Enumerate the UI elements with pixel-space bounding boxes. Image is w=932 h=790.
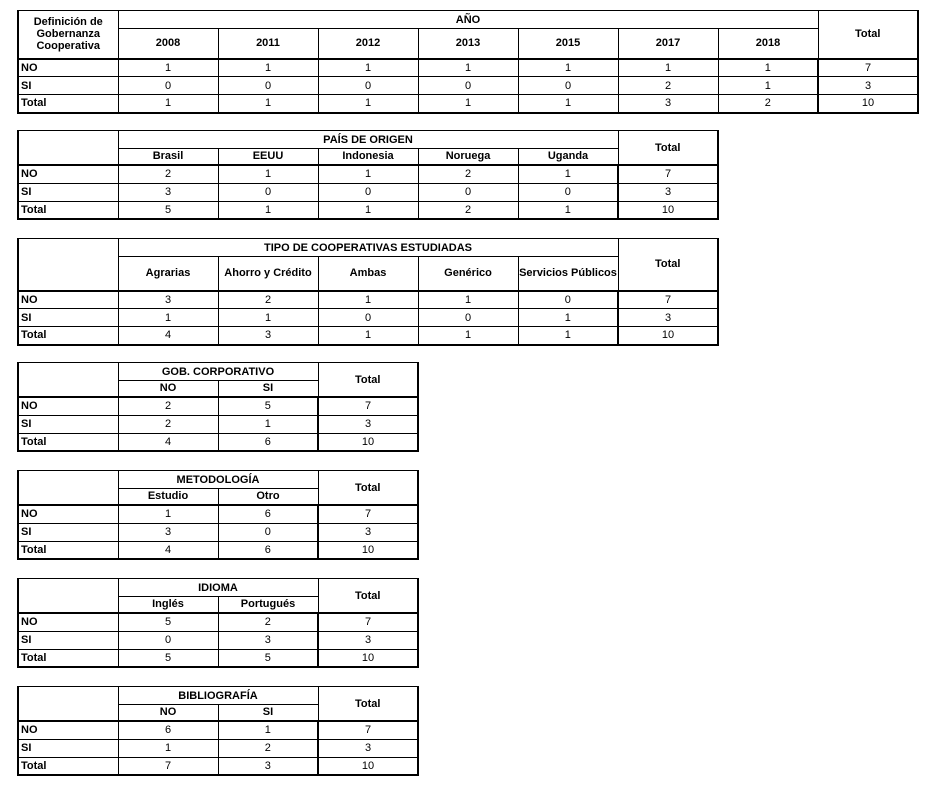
total-header: Total [318,471,418,506]
row-label: Total [18,327,118,345]
header-row-columns [18,257,718,291]
corner-cell [18,471,118,506]
total-header: Total [318,687,418,722]
table-bibliografia [17,686,419,776]
value-cell: 1 [118,309,218,327]
value-cell: 1 [318,327,418,345]
group-header: AÑO [118,11,818,29]
row-total-cell: 3 [318,523,418,541]
value-cell: 1 [318,291,418,309]
total-header: Total [618,131,718,166]
row-label: Total [18,649,118,667]
value-cell: 1 [318,59,418,77]
value-cell: 0 [118,77,218,95]
column-header: Indonesia [318,149,418,166]
value-cell: 4 [118,541,218,559]
table-row [18,95,918,113]
value-cell: 0 [418,183,518,201]
value-cell: 0 [418,77,518,95]
column-header: 2013 [418,29,518,59]
table-row [18,613,418,631]
corner-cell [18,131,118,166]
value-cell: 0 [418,309,518,327]
value-cell: 1 [718,59,818,77]
value-cell: 0 [318,309,418,327]
value-cell: 0 [218,523,318,541]
table-row [18,77,918,95]
row-total-cell: 10 [618,327,718,345]
row-total-cell: 7 [318,721,418,739]
value-cell: 1 [618,59,718,77]
value-cell: 1 [318,201,418,219]
column-header: Ahorro y Crédito [218,257,318,291]
value-cell: 1 [218,721,318,739]
corner-label-line: Cooperativa [36,40,101,53]
header-row-group [18,579,418,597]
column-header: Agrarias [118,257,218,291]
value-cell: 2 [118,415,218,433]
row-total-cell: 3 [618,183,718,201]
value-cell: 3 [618,95,718,113]
row-label: SI [18,523,118,541]
value-cell: 1 [418,291,518,309]
row-total-cell: 7 [818,59,918,77]
value-cell: 5 [118,201,218,219]
row-label: Total [18,433,118,451]
value-cell: 3 [218,327,318,345]
row-label: SI [18,739,118,757]
table-row [18,505,418,523]
row-total-cell: 10 [818,95,918,113]
column-header: SI [218,381,318,398]
group-header: BIBLIOGRAFÍA [118,687,318,705]
value-cell: 3 [118,523,218,541]
group-header: GOB. CORPORATIVO [118,363,318,381]
corner-label-line: Definición de [33,16,103,29]
value-cell: 5 [118,649,218,667]
value-cell: 0 [518,291,618,309]
column-header: EEUU [218,149,318,166]
value-cell: 3 [118,291,218,309]
value-cell: 5 [118,613,218,631]
table-idioma [17,578,419,668]
row-total-cell: 3 [818,77,918,95]
value-cell: 4 [118,327,218,345]
value-cell: 1 [118,505,218,523]
row-label: SI [18,309,118,327]
row-label: Total [18,201,118,219]
value-cell: 0 [218,77,318,95]
row-total-cell: 3 [318,739,418,757]
value-cell: 1 [218,415,318,433]
value-cell: 2 [218,739,318,757]
corner-cell [18,687,118,722]
value-cell: 2 [118,397,218,415]
value-cell: 1 [118,739,218,757]
total-header: Total [818,11,918,59]
table-row [18,541,418,559]
value-cell: 1 [218,201,318,219]
value-cell: 1 [518,309,618,327]
value-cell: 0 [518,77,618,95]
row-label: SI [18,631,118,649]
row-total-cell: 7 [318,613,418,631]
column-header: NO [118,381,218,398]
value-cell: 1 [118,95,218,113]
total-header: Total [618,239,718,291]
header-row-columns [18,149,718,166]
value-cell: 5 [218,397,318,415]
value-cell: 3 [118,183,218,201]
column-header: Uganda [518,149,618,166]
row-total-cell: 7 [618,291,718,309]
row-total-cell: 10 [318,649,418,667]
column-header: 2017 [618,29,718,59]
header-row-group [18,131,718,149]
row-total-cell: 10 [318,433,418,451]
value-cell: 0 [318,77,418,95]
row-total-cell: 10 [318,541,418,559]
value-cell: 1 [418,59,518,77]
row-label: NO [18,613,118,631]
value-cell: 1 [318,95,418,113]
column-header: Ambas [318,257,418,291]
value-cell: 1 [418,327,518,345]
group-header: METODOLOGÍA [118,471,318,489]
column-header: Otro [218,489,318,506]
column-header: Noruega [418,149,518,166]
value-cell: 1 [218,59,318,77]
table-row [18,757,418,775]
table-row [18,201,718,219]
value-cell: 1 [218,309,318,327]
header-row-group [18,239,718,257]
value-cell: 3 [218,757,318,775]
header-row-group [18,471,418,489]
value-cell: 1 [418,95,518,113]
value-cell: 7 [118,757,218,775]
row-total-cell: 3 [618,309,718,327]
header-row-columns [18,29,918,59]
table-row [18,59,918,77]
value-cell: 1 [318,165,418,183]
row-label: Total [18,541,118,559]
value-cell: 3 [218,631,318,649]
column-header: 2012 [318,29,418,59]
table-row [18,291,718,309]
corner-cell [18,363,118,398]
corner-cell [18,239,118,291]
value-cell: 1 [118,59,218,77]
row-label: NO [18,291,118,309]
column-header: Estudio [118,489,218,506]
row-label: Total [18,757,118,775]
value-cell: 1 [518,59,618,77]
value-cell: 2 [618,77,718,95]
value-cell: 6 [218,541,318,559]
table-row [18,433,418,451]
value-cell: 2 [118,165,218,183]
table-gob [17,362,419,452]
group-header: IDIOMA [118,579,318,597]
column-header: Brasil [118,149,218,166]
column-header: Servicios Públicos [518,257,618,291]
group-header: TIPO DE COOPERATIVAS ESTUDIADAS [118,239,618,257]
row-label: SI [18,415,118,433]
value-cell: 5 [218,649,318,667]
table-metodologia [17,470,419,560]
value-cell: 6 [118,721,218,739]
group-header: PAÍS DE ORIGEN [118,131,618,149]
column-header: Genérico [418,257,518,291]
table-row [18,309,718,327]
row-total-cell: 7 [618,165,718,183]
value-cell: 1 [218,95,318,113]
table-anio [17,10,919,114]
row-label: SI [18,183,118,201]
table-row [18,523,418,541]
table-pais [17,130,719,220]
value-cell: 1 [518,95,618,113]
row-label: NO [18,505,118,523]
row-label: NO [18,165,118,183]
table-tipo [17,238,719,346]
row-total-cell: 3 [318,415,418,433]
row-label: Total [18,95,118,113]
table-row [18,415,418,433]
row-label: NO [18,397,118,415]
row-label: NO [18,721,118,739]
column-header: 2015 [518,29,618,59]
value-cell: 2 [418,165,518,183]
table-row [18,649,418,667]
value-cell: 1 [218,165,318,183]
row-total-cell: 10 [618,201,718,219]
value-cell: 1 [518,165,618,183]
value-cell: 2 [418,201,518,219]
total-header: Total [318,579,418,614]
table-row [18,721,418,739]
row-label: SI [18,77,118,95]
header-row-group [18,11,918,29]
row-label: NO [18,59,118,77]
header-row-group [18,363,418,381]
header-row-group [18,687,418,705]
value-cell: 0 [218,183,318,201]
column-header: Portugués [218,597,318,614]
column-header: 2018 [718,29,818,59]
table-row [18,165,718,183]
value-cell: 6 [218,433,318,451]
row-total-cell: 10 [318,757,418,775]
table-row [18,397,418,415]
value-cell: 2 [218,613,318,631]
column-header: Inglés [118,597,218,614]
value-cell: 1 [518,327,618,345]
value-cell: 0 [318,183,418,201]
corner-label-line: Gobernanza [36,28,101,41]
column-header: 2008 [118,29,218,59]
table-row [18,631,418,649]
corner-cell [18,11,118,59]
value-cell: 0 [118,631,218,649]
value-cell: 1 [518,201,618,219]
column-header: SI [218,705,318,722]
corner-cell [18,579,118,614]
column-header: 2011 [218,29,318,59]
value-cell: 4 [118,433,218,451]
value-cell: 6 [218,505,318,523]
value-cell: 0 [518,183,618,201]
value-cell: 2 [218,291,318,309]
row-total-cell: 7 [318,397,418,415]
total-header: Total [318,363,418,398]
table-row [18,739,418,757]
row-total-cell: 7 [318,505,418,523]
value-cell: 2 [718,95,818,113]
table-row [18,183,718,201]
column-header: NO [118,705,218,722]
row-total-cell: 3 [318,631,418,649]
value-cell: 1 [718,77,818,95]
table-row [18,327,718,345]
